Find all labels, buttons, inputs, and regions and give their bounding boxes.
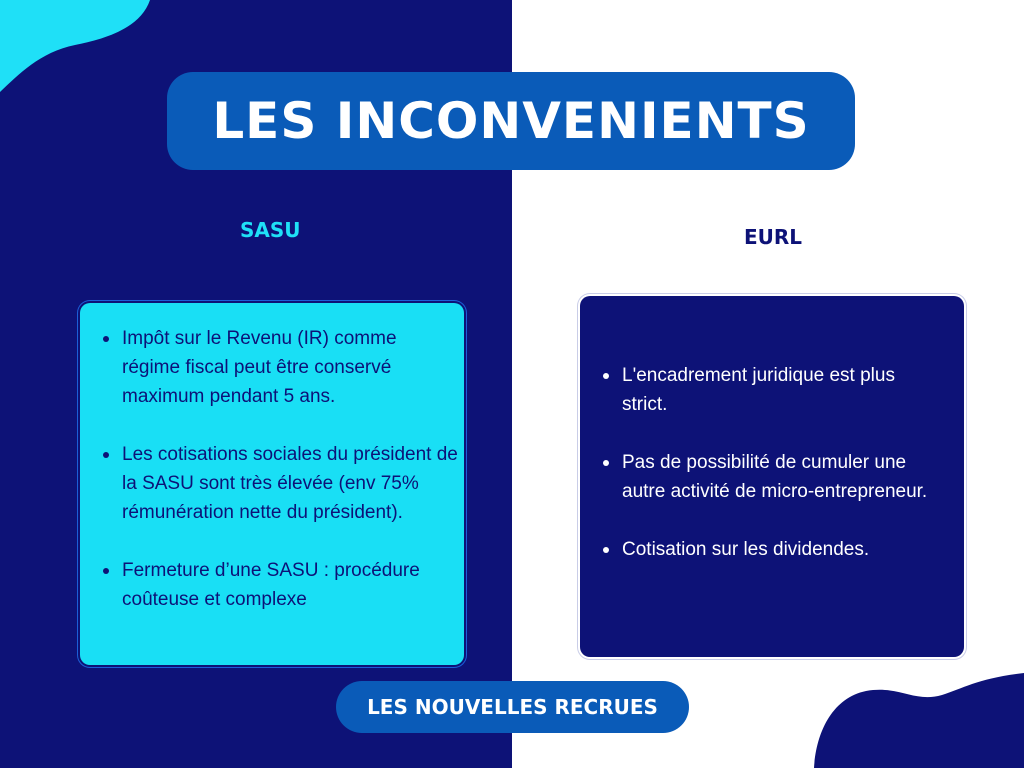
sasu-list — [122, 324, 458, 643]
title-banner — [167, 72, 855, 170]
page-title: LES INCONVENIENTS — [212, 92, 810, 150]
footer-brand-pill — [336, 681, 689, 733]
eurl-list-item: Pas de possibilité de cumuler une autre activité de micro-entrepreneur. — [622, 448, 942, 506]
eurl-column-label: EURL — [744, 225, 803, 249]
sasu-list-item: Fermeture d’une SASU : procédure coûteuse et complexe — [122, 556, 458, 614]
eurl-card — [580, 296, 964, 657]
sasu-list-item: Les cotisations sociales du président de la SASU sont très élevée (env 75% rémunération nette du président). — [122, 440, 458, 527]
top-left-decorative-blob — [0, 0, 160, 100]
sasu-card — [80, 303, 464, 665]
eurl-list-item: Cotisation sur les dividendes. — [622, 535, 942, 564]
eurl-list — [622, 361, 942, 593]
sasu-list-item: Impôt sur le Revenu (IR) comme régime fiscal peut être conservé maximum pendant 5 ans. — [122, 324, 458, 411]
eurl-list-item: L'encadrement juridique est plus strict. — [622, 361, 942, 419]
bottom-right-decorative-blob — [814, 673, 1024, 768]
sasu-column-label: SASU — [240, 218, 301, 242]
footer-brand-label: LES NOUVELLES RECRUES — [367, 695, 658, 719]
